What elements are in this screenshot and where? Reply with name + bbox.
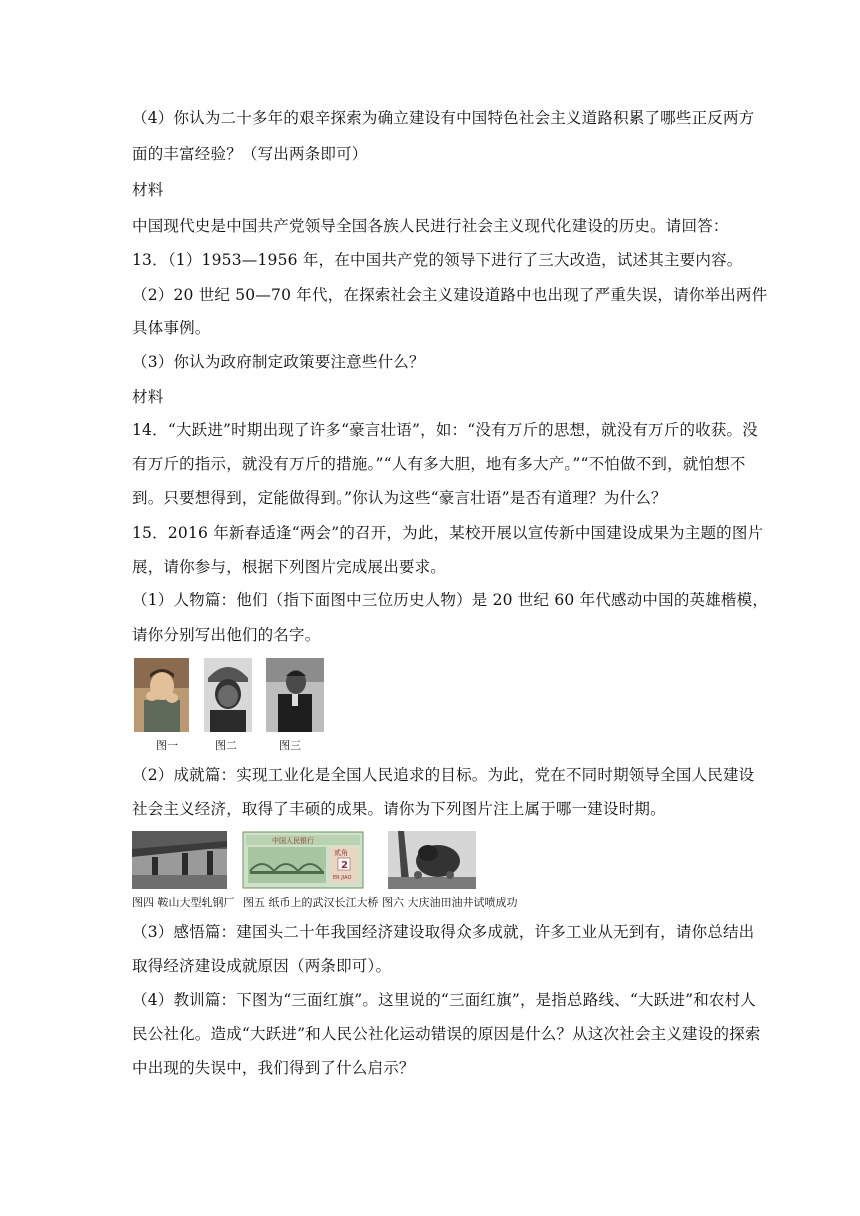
q15-part4-line1: （4）教训篇：下图为“三面红旗”。这里说的“三面红旗”，是指总路线、“大跃进”和农村人 xyxy=(132,991,757,1009)
q13-part2-line2: 具体事例。 xyxy=(132,319,211,337)
banknote-digit: 2 xyxy=(341,860,348,871)
q15-part2-line1: （2）成就篇：实现工业化是全国人民追求的目标。为此，党在不同时期领导全国人民建设 xyxy=(132,766,755,784)
figure-2-caption: 图二 xyxy=(215,739,237,752)
q15-part1-line2: 请你分别写出他们的名字。 xyxy=(132,626,321,644)
q15-part3-line1: （3）感悟篇：建国头二十年我国经济建设取得众多成就，许多工业从无到有，请你总结出 xyxy=(132,923,755,941)
figure-5-banknote xyxy=(242,831,364,889)
figure-2-photo xyxy=(204,658,252,732)
banknote-header: 中国人民银行 xyxy=(272,837,314,845)
q14-line2: 有万斤的指示，就没有万斤的措施。”“人有多大胆，地有多大产。”“不怕做不到，就怕想不 xyxy=(132,455,746,473)
q15-part1-line1: （1）人物篇：他们（指下面图中三位历史人物）是 20 世纪 60 年代感动中国的英雄楷模， xyxy=(132,591,769,609)
q13-part2-line1: （2）20 世纪 50—70 年代，在探索社会主义建设道路中也出现了严重失误，请你举出两件 xyxy=(132,286,768,304)
q12-part4-line1: （4）你认为二十多年的艰辛探索为确立建设有中国特色社会主义道路积累了哪些正反两方 xyxy=(132,109,755,127)
q15-part4-line2: 民公社化。造成“大跃进”和人民公社化运动错误的原因是什么？从这次社会主义建设的探索 xyxy=(132,1025,761,1043)
q15-part3-line2: 取得经济建设成就原因（两条即可）。 xyxy=(132,957,392,975)
figure-6-photo xyxy=(388,831,476,889)
q14-line1: 14．“大跃进”时期出现了许多“豪言壮语”，如：“没有万斤的思想，就没有万斤的收获。没 xyxy=(132,421,758,439)
figure-4-caption: 图四 鞍山大型轧钢厂 xyxy=(132,896,235,909)
banknote-value: 贰角 xyxy=(334,849,348,857)
q15-line1: 15．2016 年新春适逢“两会”的召开，为此，某校开展以宣传新中国建设成果为主题的图片 xyxy=(132,524,764,542)
figure-4-photo xyxy=(132,831,227,889)
material-label: 材料 xyxy=(132,388,164,406)
q13-intro: 中国现代史是中国共产党领导全国各族人民进行社会主义现代化建设的历史。请回答： xyxy=(132,217,729,235)
q15-line2: 展，请你参与，根据下列图片完成展出要求。 xyxy=(132,558,447,576)
banknote-sub: ER JIAO xyxy=(333,875,352,881)
figure-3-photo xyxy=(266,658,324,732)
figure-3-caption: 图三 xyxy=(279,739,301,752)
q14-line3: 到。只要想得到，定能做得到。”你认为这些“豪言壮语”是否有道理？为什么？ xyxy=(132,489,667,507)
q13-part1: 13．（1）1953—1956 年，在中国共产党的领导下进行了三大改造，试述其主要内容。 xyxy=(132,251,743,269)
q15-part2-line2: 社会主义经济，取得了丰硕的成果。请你为下列图片注上属于哪一建设时期。 xyxy=(132,800,666,818)
figure-1-caption: 图一 xyxy=(156,739,178,752)
material-label: 材料 xyxy=(132,181,164,199)
q15-part4-line3: 中出现的失误中，我们得到了什么启示？ xyxy=(132,1059,415,1077)
q13-part3: （3）你认为政府制定政策要注意些什么？ xyxy=(132,353,425,371)
figure-6-caption: 图六 大庆油田油井试喷成功 xyxy=(382,896,518,909)
figure-5-caption: 图五 纸币上的武汉长江大桥 xyxy=(243,896,379,909)
q12-part4-line2: 面的丰富经验？（写出两条即可） xyxy=(132,145,368,163)
figure-1-photo xyxy=(134,658,189,732)
